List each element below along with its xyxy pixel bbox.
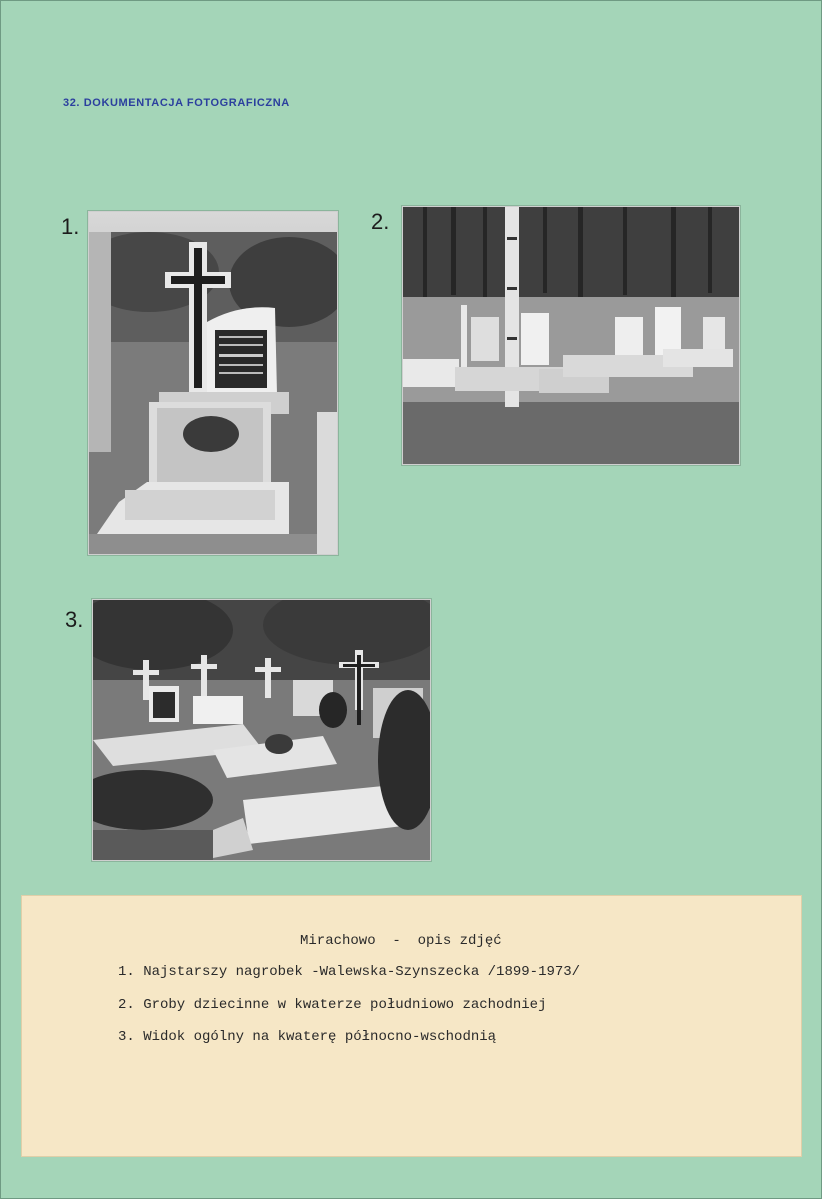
page-header: 32. DOKUMENTACJA FOTOGRAFICZNA	[63, 97, 290, 109]
photo-number-1: 1.	[61, 214, 80, 239]
photo-number-2: 2.	[371, 209, 390, 234]
photo-1-oldest-gravestone	[88, 211, 338, 555]
caption-line-2: 2. Groby dziecinne w kwaterze południowo zachodniej	[118, 997, 547, 1013]
photo-number-3: 3.	[65, 607, 84, 632]
caption-title: Mirachowo - opis zdjęć	[300, 933, 502, 949]
caption-line-1: 1. Najstarszy nagrobek -Walewska-Szynszecka /1899-1973/	[118, 964, 581, 980]
caption-box	[21, 895, 802, 1157]
photo-3-general-view	[92, 599, 431, 861]
caption-line-3: 3. Widok ogólny na kwaterę północno-wschodnią	[118, 1029, 497, 1045]
photo-2-children-graves	[402, 206, 740, 465]
